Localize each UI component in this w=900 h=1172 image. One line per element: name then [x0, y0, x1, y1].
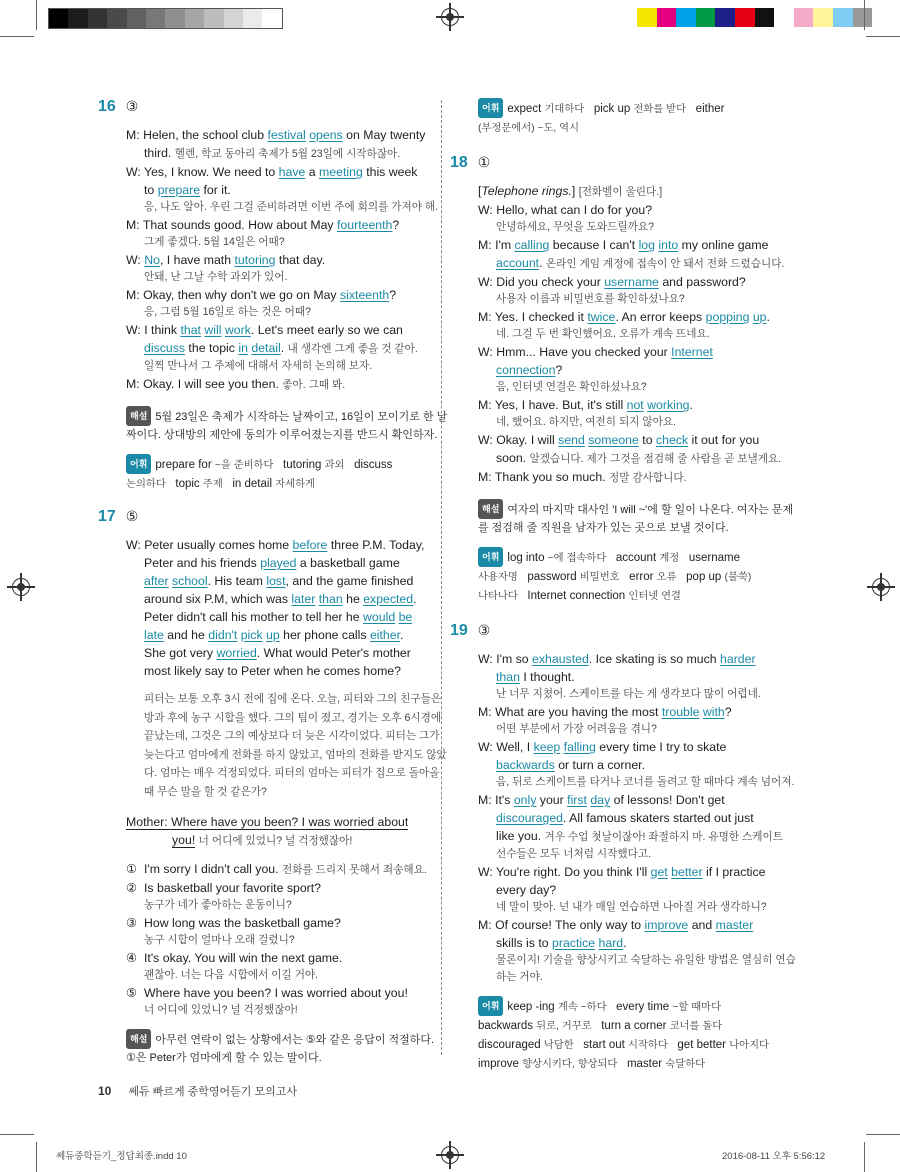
dialogue-line: M: Of course! The only way to improve and master: [478, 918, 754, 932]
crop-mark: [36, 1142, 37, 1172]
translation: 온라인 게임 계정에 접속이 안 돼서 전화 드렸습니다.: [545, 258, 785, 270]
vocab-line: backwards 뒤로, 거꾸로 turn a corner 코너를 돌다: [478, 1020, 723, 1032]
mother-line: Mother: Where have you been? I was worried about: [126, 815, 409, 829]
explanation-badge: 해설: [126, 1029, 151, 1049]
option-number: ⑤: [126, 986, 138, 1000]
option-translation: 괜찮아. 너는 다음 시합에서 이길 거야.: [144, 969, 319, 981]
crop-mark: [864, 0, 865, 30]
dialogue: [478, 650, 796, 986]
dialogue-line: Peter and his friends played a basketball game: [144, 556, 400, 570]
dialogue-line: M: Yes. I checked it twice. An error keeps popping up.: [478, 310, 770, 324]
explanation-badge: 해설: [478, 499, 503, 519]
vocabulary: [478, 547, 780, 606]
blank-answer: master: [715, 918, 754, 932]
column-divider: [441, 100, 442, 1055]
blank-answer: account: [496, 256, 540, 270]
dialogue-line: M: Helen, the school club festival opens on May twenty: [126, 128, 426, 142]
dialogue-line: after school. His team lost, and the game finished: [144, 574, 414, 588]
answer-option: ① I'm sorry I didn't call you. 전화를 드리지 못해서 죄송해요.: [126, 862, 427, 876]
blank-answer: with: [702, 705, 725, 719]
blank-answer: that: [180, 323, 201, 337]
dialogue-line: M: It's only your first day of lessons! Don't get: [478, 793, 725, 807]
dialogue-line: W: Peter usually comes home before three P.M. Today,: [126, 538, 425, 552]
dialogue-line: W: Okay. I will send someone to check it out for you: [478, 433, 760, 447]
translation-line: [478, 379, 780, 396]
option-number: ①: [126, 862, 138, 876]
translation-line: 끝났는데, 그것은 그의 예상보다 더 늦은 시각이었다. 피터는 그가: [144, 730, 440, 742]
dialogue-line: W: You're right. Do you think I'll get better if I practice: [478, 865, 766, 879]
crop-mark: [866, 36, 900, 37]
answer-option: ⑤ Where have you been? I was worried about you!: [126, 986, 408, 1000]
blank-answer: trouble: [661, 705, 700, 719]
blank-answer: working: [647, 398, 690, 412]
page-number: 10: [98, 1084, 112, 1098]
crop-mark: [864, 1142, 865, 1172]
blank-answer: played: [260, 556, 297, 570]
answer-option: ④ It's okay. You will win the next game.: [126, 951, 343, 965]
blank-answer: only: [513, 793, 537, 807]
dialogue-line: [Telephone rings.] [전화벨이 울린다.]: [478, 184, 663, 198]
explanation-text: 여자의 마지막 대사인 'I will ~'에 할 일이 나온다. 여자는 문제: [507, 504, 794, 516]
question-18: [450, 154, 794, 606]
crop-mark: [36, 0, 37, 30]
blank-answer: later: [291, 592, 316, 606]
dialogue-line: to prepare for it.: [144, 183, 231, 197]
translation: 안녕하세요, 무엇을 도와드릴까요?: [496, 221, 654, 233]
translation-line: [478, 326, 780, 343]
explanation-badge: 해설: [126, 406, 151, 426]
vocabulary: [478, 996, 780, 1074]
blank-answer: No: [144, 253, 160, 267]
blank-answer: festival: [267, 128, 306, 142]
translation-line: 다. 엄마는 매우 걱정되었다. 피터의 엄마는 피터가 집으로 돌아올: [144, 767, 440, 779]
dialogue-line: discouraged. All famous skaters started out just: [496, 811, 754, 825]
blank-answer: either: [369, 628, 401, 642]
vocab-badge: 어휘: [478, 547, 503, 567]
explanation-text: 아무런 연락이 없는 상황에서는 ⑤와 같은 응답이 적절하다.: [155, 1034, 435, 1046]
dialogue-line: W: Did you check your username and password?: [478, 275, 746, 289]
option-translation: 농구가 네가 좋아하는 운동이니?: [144, 899, 292, 911]
translation: 네. 그걸 두 번 확인했어요. 오류가 계속 뜨네요.: [496, 328, 710, 340]
vocab-line: (부정문에서) ~도, 역시: [478, 123, 580, 134]
dialogue: [126, 126, 439, 394]
blank-answer: meeting: [319, 165, 363, 179]
translation: 응, 그럼 5월 16일로 하는 것은 어때?: [144, 306, 311, 318]
question-number: 19: [450, 622, 468, 639]
blank-answer: work: [224, 323, 251, 337]
dialogue-line: She got very worried. What would Peter's mother: [144, 646, 411, 660]
blank-answer: falling: [563, 740, 596, 754]
dialogue-line: W: Hmm... Have you checked your Internet: [478, 345, 713, 359]
vocab-badge: 어휘: [478, 996, 503, 1016]
blank-answer: practice: [552, 936, 596, 950]
translation-line: [478, 969, 780, 986]
translation: 선수들은 모두 너처럼 시작했다고.: [496, 848, 652, 860]
dialogue-line: Peter didn't call his mother to tell her he would be: [144, 610, 413, 624]
vocab-line: 나타나다 Internet connection 인터넷 연결: [478, 590, 682, 602]
dialogue-line: than I thought.: [496, 670, 575, 684]
blank-answer: send: [558, 433, 585, 447]
mother-translation: 너 어디에 있었니? 널 걱정했잖아!: [198, 835, 353, 847]
answer-option: ③ How long was the basketball game?: [126, 916, 341, 930]
blank-answer: calling: [514, 238, 550, 252]
vocab-line: 논의하다 topic 주제 in detail 자세하게: [126, 478, 315, 490]
vocab-badge: 어휘: [126, 454, 151, 474]
translation-line: 늦는다고 엄마에게 전화를 하지 않았고, 엄마의 전화를 받지도 않았: [144, 748, 447, 761]
option-number: ③: [126, 916, 138, 930]
translation-line: [126, 199, 439, 216]
blank-answer: backwards: [496, 758, 555, 772]
translation-line: [478, 952, 796, 969]
passage: [126, 536, 428, 680]
translation: 사용자 이름과 비밀번호를 확인하셨나요?: [496, 293, 685, 305]
blank-answer: keep: [533, 740, 561, 754]
translation: 일찍 만나서 그 주제에 대해서 자세히 논의해 보자.: [144, 360, 373, 372]
blank-answer: first: [567, 793, 587, 807]
passage-translation: [144, 690, 447, 801]
blank-answer: worried: [216, 646, 257, 660]
dialogue-line: third. 헬렌, 학교 동아리 축제가 5월 23일에 시작하잖아.: [144, 146, 401, 160]
dialogue-line: W: I think that will work. Let's meet early so we can: [126, 323, 403, 337]
mother-prompt: [126, 813, 428, 850]
translation-line: [126, 304, 428, 321]
blank-answer: tutoring: [234, 253, 276, 267]
blank-answer: expected: [363, 592, 414, 606]
dialogue-line: most likely say to Peter when he comes home?: [144, 664, 401, 678]
dialogue-line: backwards or turn a corner.: [496, 758, 646, 772]
dialogue-line: like you. 겨우 수업 첫날이잖아! 좌절하지 마. 유명한 스케이트: [496, 829, 783, 843]
question-number: 17: [98, 508, 116, 525]
dialogue-line: M: Okay, then why don't we go on May sixteenth?: [126, 288, 397, 302]
translation-line: 피터는 보통 오후 3시 전에 집에 온다. 오늘, 피터와 그의 친구들은: [144, 693, 442, 705]
answer: ③: [125, 98, 139, 114]
dialogue-line: late and he didn't pick up her phone calls either.: [144, 628, 404, 642]
dialogue-line: discuss the topic in detail. 내 생각엔 그게 좋을 것 같아.: [144, 341, 418, 355]
translation-line: [126, 269, 428, 286]
explanation-text: ①은 Peter가 엄마에게 할 수 있는 말이다.: [126, 1052, 322, 1064]
blank-answer: username: [604, 275, 659, 289]
right-column: [450, 98, 796, 1074]
blank-answer: will: [204, 323, 222, 337]
translation: 응, 나도 알아. 우린 그걸 준비하려면 이번 주에 회의를 가져야 해.: [144, 201, 439, 213]
option-translation: 너 어디에 있었니? 널 걱정했잖아!: [144, 1004, 298, 1016]
blank-answer: didn't: [208, 628, 238, 642]
dialogue-line: W: No, I have math tutoring that day.: [126, 253, 326, 267]
blank-answer: fourteenth: [337, 218, 393, 232]
left-column: [98, 98, 448, 1067]
registration-mark-icon: [441, 1146, 459, 1164]
translation-line: [478, 721, 780, 738]
blank-answer: have: [278, 165, 306, 179]
dialogue-line: connection?: [496, 363, 563, 377]
blank-answer: would: [363, 610, 396, 624]
translation: [전화벨이 울린다.]: [578, 186, 663, 198]
translation: 음, 뒤로 스케이트를 타거나 코너를 돌려고 할 때마다 계속 넘어져.: [496, 776, 795, 788]
crop-mark: [866, 1134, 900, 1135]
translation-line: [126, 358, 428, 375]
dialogue-line: W: I'm so exhausted. Ice skating is so much harder: [478, 652, 756, 666]
answer-option: ② Is basketball your favorite sport?: [126, 881, 322, 895]
vocab-line: 어휘 prepare for ~을 준비하다 tutoring 과외 discuss: [126, 454, 428, 475]
blank-answer: Internet: [671, 345, 713, 359]
blank-answer: school: [172, 574, 208, 588]
dialogue-line: M: That sounds good. How about May fourteenth?: [126, 218, 400, 232]
translation: 음, 인터넷 연결은 확인하셨나요?: [496, 381, 647, 393]
translation: 어떤 부분에서 가장 어려움을 겪니?: [496, 723, 657, 735]
dialogue-line: account. 온라인 게임 계정에 접속이 안 돼서 전화 드렸습니다.: [496, 256, 785, 270]
registration-mark-icon: [441, 8, 459, 26]
blank-answer: improve: [644, 918, 689, 932]
crop-mark: [0, 1134, 34, 1135]
grayscale-bar: [48, 8, 283, 29]
explanation-text: 짜이다. 상대방의 제안에 동의가 이루어졌는지를 반드시 확인하자.: [126, 429, 438, 441]
translation: 알겠습니다. 제가 그것을 점검해 줄 사람을 곧 보낼게요.: [529, 453, 782, 465]
translation-line: [478, 899, 780, 916]
dialogue-line: every day?: [496, 883, 557, 897]
crop-mark: [0, 36, 34, 37]
blank-answer: opens: [309, 128, 343, 142]
dialogue-line: soon. 알겠습니다. 제가 그것을 점검해 줄 사람을 곧 보낼게요.: [496, 451, 782, 465]
translation: 네 말이 맞아. 넌 내가 매일 연습하면 나아질 거라 생각하니?: [496, 901, 767, 913]
dialogue-line: M: What are you having the most trouble with?: [478, 705, 732, 719]
question-17: [98, 508, 447, 1067]
slug-filename: 쎄듀중학듣기_정답최종.indd 10: [56, 1151, 187, 1162]
registration-mark-icon: [12, 578, 30, 596]
dialogue-line: M: I'm calling because I can't log into my online game: [478, 238, 769, 252]
option-number: ④: [126, 951, 138, 965]
blank-answer: sixteenth: [340, 288, 390, 302]
explanation: [478, 499, 794, 537]
book-title: 쎄듀 빠르게 중학영어듣기 모의고사: [128, 1086, 297, 1098]
vocabulary: [126, 454, 428, 494]
blank-answer: log: [638, 238, 655, 252]
blank-answer: lost: [266, 574, 286, 588]
question-number: 16: [98, 98, 116, 115]
vocab-line: discouraged 낙담한 start out 시작하다 get better 나아지다: [478, 1039, 769, 1051]
registration-mark-icon: [872, 578, 890, 596]
blank-answer: discouraged: [496, 811, 563, 825]
explanation-text: 5월 23일은 축제가 시작하는 날짜이고, 16일이 모이기로 한 날: [155, 411, 448, 423]
explanation-text: 를 점검해 줄 직원을 남자가 있는 곳으로 보낼 것이다.: [478, 522, 729, 534]
blank-answer: after: [144, 574, 169, 588]
blank-answer: up: [266, 628, 280, 642]
translation: 하는 거야.: [496, 971, 543, 983]
translation-line: [126, 234, 428, 251]
translation-line: 때 무슨 말을 할 것 같은가?: [144, 785, 267, 798]
slug-date: 2016-08-11 오후 5:56:12: [722, 1151, 826, 1162]
dialogue-line: W: Yes, I know. We need to have a meeting this week: [126, 165, 418, 179]
blank-answer: into: [658, 238, 679, 252]
blank-answer: check: [655, 433, 689, 447]
blank-answer: late: [144, 628, 164, 642]
translation-line: [478, 291, 780, 308]
translation: 그게 좋겠다. 5월 14일은 어때?: [144, 236, 285, 248]
vocab-line: 어휘 log into ~에 접속하다 account 계정 username: [478, 547, 780, 568]
blank-answer: discuss: [144, 341, 186, 355]
translation-line: 방과 후에 농구 시합을 했다. 그의 팀이 졌고, 경기는 오후 6시경에: [144, 711, 442, 724]
translation: 안돼, 난 그날 수학 과외가 있어.: [144, 271, 288, 283]
explanation: [126, 406, 448, 444]
translation-line: [478, 219, 780, 236]
blank-answer: be: [398, 610, 413, 624]
blank-answer: not: [626, 398, 644, 412]
page-footer: [98, 1083, 297, 1099]
blank-answer: before: [292, 538, 328, 552]
dialogue-line: W: Hello, what can I do for you?: [478, 203, 653, 217]
blank-answer: up: [752, 310, 767, 324]
blank-answer: day: [590, 793, 611, 807]
blank-answer: connection: [496, 363, 556, 377]
dialogue-line: W: Well, I keep falling every time I try to skate: [478, 740, 727, 754]
blank-answer: than: [496, 670, 520, 684]
translation: 겨우 수업 첫날이잖아! 좌절하지 마. 유명한 스케이트: [544, 831, 783, 843]
answer: ⑤: [125, 508, 139, 524]
blank-answer: exhausted: [532, 652, 589, 666]
vocab-line: improve 향상시키다, 향상되다 master 숙달하다: [478, 1058, 706, 1070]
blank-answer: get: [650, 865, 668, 879]
translation: 내 생각엔 그게 좋을 것 같아.: [287, 343, 418, 355]
blank-answer: prepare: [157, 183, 201, 197]
question-number: 18: [450, 154, 468, 171]
translation-line: [478, 846, 780, 863]
dialogue: [478, 182, 785, 487]
translation-line: [478, 774, 795, 791]
dialogue-line: skills is to practice hard.: [496, 936, 627, 950]
translation: 난 너무 지쳤어. 스케이트를 타는 게 생각보다 많이 어렵네.: [496, 688, 761, 700]
vocab-badge: 어휘: [478, 98, 503, 118]
translation: 정말 감사합니다.: [609, 472, 687, 484]
dialogue-line: M: Okay. I will see you then. 좋아. 그때 봐.: [126, 377, 346, 391]
blank-answer: detail: [251, 341, 281, 355]
answer-options: [126, 860, 428, 1019]
blank-answer: twice: [587, 310, 616, 324]
blank-answer: harder: [720, 652, 756, 666]
blank-answer: pick: [240, 628, 263, 642]
translation: 헬렌, 학교 동아리 축제가 5월 23일에 시작하잖아.: [174, 148, 401, 160]
vocab-line: 어휘 keep -ing 계속 ~하다 every time ~할 때마다: [478, 996, 780, 1017]
translation-line: [478, 686, 780, 703]
color-calibration-bar: [637, 8, 872, 27]
mother-line-2: you!: [172, 833, 196, 847]
question-16: [98, 98, 448, 494]
translation-line: [478, 414, 780, 431]
translation: 물론이지! 기술을 향상시키고 숙달하는 유일한 방법은 열심히 연습: [496, 954, 796, 966]
dialogue-line: M: Thank you so much. 정말 감사합니다.: [478, 470, 687, 484]
blank-answer: than: [318, 592, 343, 606]
option-number: ②: [126, 881, 138, 895]
dialogue-line: around six P.M, which was later than he expected.: [144, 592, 417, 606]
translation: 좋아. 그때 봐.: [282, 379, 346, 391]
option-translation: 농구 시합이 얼마나 오래 걸렸니?: [144, 934, 295, 946]
blank-answer: someone: [588, 433, 639, 447]
explanation: [126, 1029, 435, 1067]
vocab-line: 어휘 expect 기대하다 pick up 전화를 받다 either: [478, 98, 780, 119]
vocabulary: [478, 98, 780, 138]
question-19: [450, 622, 796, 1074]
dialogue-line: M: Yes, I have. But, it's still not working.: [478, 398, 693, 412]
blank-answer: better: [671, 865, 703, 879]
blank-answer: popping: [705, 310, 750, 324]
translation: 네, 했어요. 하지만, 여전히 되지 않아요.: [496, 416, 676, 428]
answer: ①: [477, 154, 491, 170]
vocab-line: 사용자명 password 비밀번호 error 오류 pop up (불쑥): [478, 571, 752, 583]
blank-answer: in: [238, 341, 248, 355]
answer: ③: [477, 622, 491, 638]
blank-answer: hard: [598, 936, 624, 950]
